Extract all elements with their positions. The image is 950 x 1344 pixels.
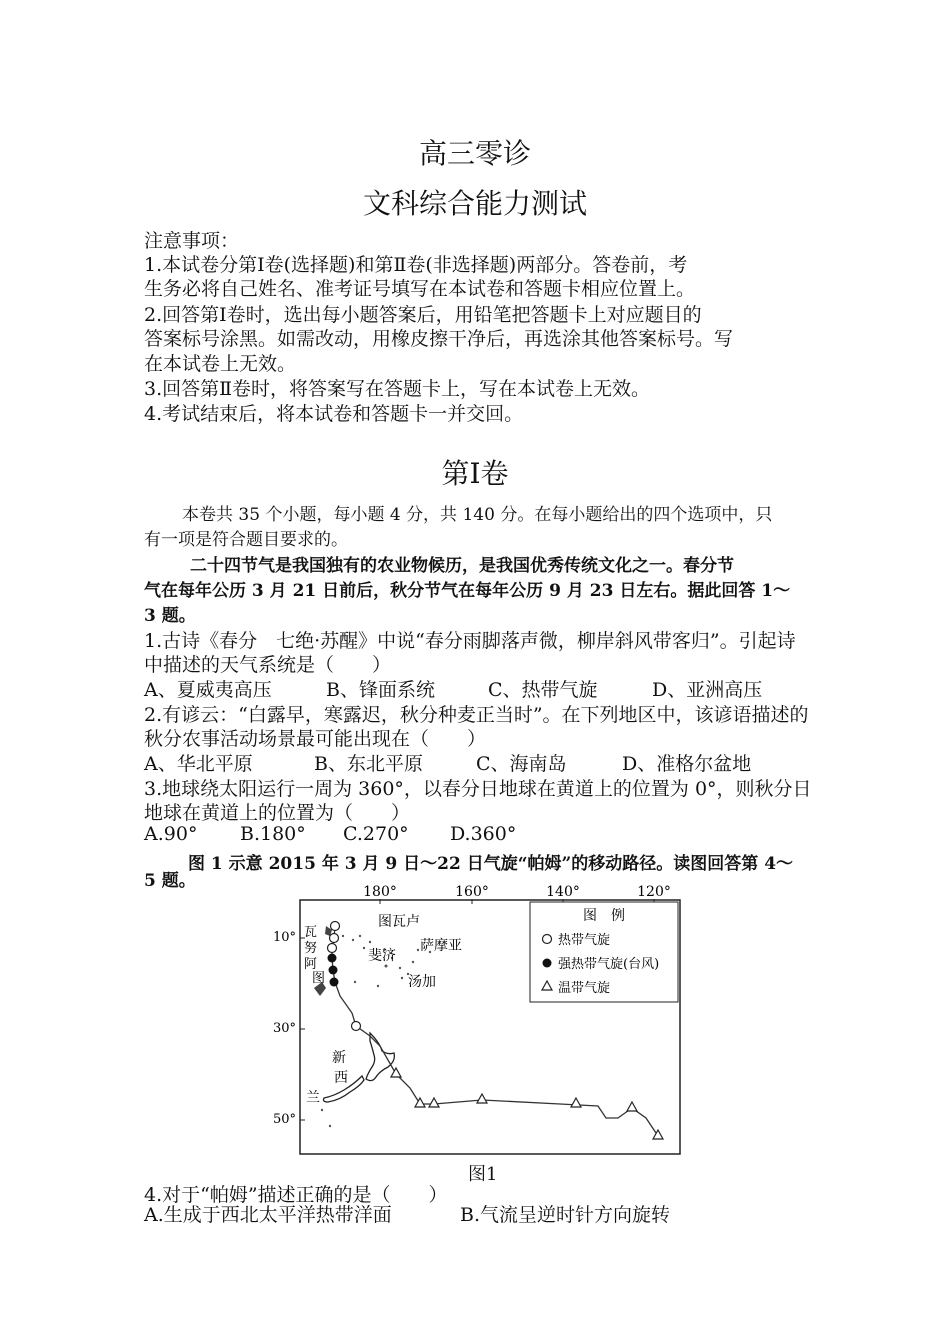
page-subtitle: 文科综合能力测试 — [362, 187, 587, 220]
question-1-line: 1.古诗《春分 七绝·苏醒》中说“春分雨脚落声微，柳岸斜风带客归”。引起诗 — [144, 630, 796, 652]
notice-line: 2.回答第Ⅰ卷时，选出每小题答案后，用铅笔把答题卡上对应题目的 — [144, 304, 702, 326]
extratropical-cyclone-point — [571, 1098, 581, 1107]
question-4-line: 4.对于“帕姆”描述正确的是（ ） — [144, 1184, 448, 1206]
label-new-zealand: 西 — [334, 1070, 348, 1086]
lon-label: 180° — [363, 884, 397, 900]
option-d: D、亚洲高压 — [652, 679, 763, 701]
section-title: 第Ⅰ卷 — [441, 457, 509, 490]
severe-cyclone-point — [328, 954, 337, 963]
label-new-zealand: 兰 — [306, 1090, 320, 1106]
tropical-cyclone-point — [352, 1022, 361, 1031]
tropical-cyclone-point — [328, 944, 337, 953]
notice-line: 答案标号涂黑。如需改动，用橡皮擦干净后，再选涂其他答案标号。写 — [144, 328, 734, 350]
legend-severe: 强热带气旋(台风) — [558, 957, 660, 972]
lon-label: 160° — [455, 884, 489, 900]
figure-caption: 图1 — [468, 1164, 498, 1185]
extratropical-cyclone-point — [477, 1094, 487, 1103]
lon-label: 120° — [637, 884, 671, 900]
option-a: A.90° — [144, 823, 198, 845]
option-a: A.生成于西北太平洋热带洋面 — [144, 1204, 392, 1226]
legend-extratropical: 温带气旋 — [558, 981, 611, 996]
notice-heading: 注意事项： — [144, 230, 240, 252]
severe-cyclone-point — [329, 966, 338, 975]
option-b: B.气流呈逆时针方向旋转 — [460, 1204, 671, 1226]
label-samoa: 萨摩亚 — [420, 938, 462, 954]
option-d: D、准格尔盆地 — [622, 753, 752, 775]
lat-label: 50° — [272, 1112, 296, 1127]
passage-line: 5 题。 — [144, 871, 196, 891]
legend-severe-symbol — [543, 959, 552, 968]
option-b: B.180° — [240, 823, 306, 845]
intro-line: 有一项是符合题目要求的。 — [144, 530, 348, 550]
extratropical-cyclone-point — [627, 1102, 637, 1111]
option-a: A、华北平原 — [144, 753, 253, 775]
question-2-line: 2.有谚云：“白露早，寒露迟，秋分种麦正当时”。在下列地区中，该谚语描述的 — [144, 704, 809, 726]
extratropical-cyclone-point — [429, 1098, 439, 1107]
label-tuvalu: 图瓦卢 — [378, 914, 420, 930]
option-c: C、热带气旋 — [488, 679, 598, 701]
label-vanuatu: 努 — [304, 941, 318, 956]
label-vanuatu: 阿 — [304, 957, 318, 972]
cyclone-track-map — [260, 878, 700, 1178]
question-1-line: 中描述的天气系统是（ ） — [144, 654, 392, 676]
notice-line: 1.本试卷分第Ⅰ卷(选择题)和第Ⅱ卷(非选择题)两部分。答卷前，考 — [144, 254, 688, 276]
passage-line: 气在每年公历 3 月 21 日前后，秋分节气在每年公历 9 月 23 日左右。据此回答 1～ — [144, 581, 791, 601]
passage-line: 3 题。 — [144, 606, 196, 626]
label-new-zealand: 新 — [332, 1050, 346, 1066]
notice-line: 3.回答第Ⅱ卷时，将答案写在答题卡上，写在本试卷上无效。 — [144, 378, 651, 400]
option-c: C、海南岛 — [476, 753, 567, 775]
passage-line: 图 1 示意 2015 年 3 月 9 日～22 日气旋“帕姆”的移动路径。读图回答第 4～ — [188, 854, 794, 874]
option-b: B、锋面系统 — [326, 679, 435, 701]
question-3-line: 地球在黄道上的位置为（ ） — [144, 802, 411, 824]
label-vanuatu: 图 — [312, 971, 326, 986]
option-d: D.360° — [450, 823, 517, 845]
tropical-cyclone-point — [330, 934, 339, 943]
option-a: A、夏威夷高压 — [144, 679, 272, 701]
lon-label: 140° — [546, 884, 580, 900]
legend-tropical: 热带气旋 — [558, 933, 611, 948]
new-zealand-north-island — [366, 1033, 394, 1081]
label-vanuatu: 瓦 — [304, 925, 318, 940]
label-fiji: 斐济 — [368, 948, 396, 964]
question-3-line: 3.地球绕太阳运行一周为 360°，以春分日地球在黄道上的位置为 0°，则秋分日 — [144, 778, 812, 800]
notice-line: 4.考试结束后，将本试卷和答题卡一并交回。 — [144, 403, 524, 425]
tropical-cyclone-point — [331, 922, 340, 931]
severe-cyclone-point — [330, 978, 339, 987]
extratropical-cyclone-point — [391, 1068, 401, 1077]
lat-label: 30° — [272, 1021, 296, 1036]
option-c: C.270° — [343, 823, 409, 845]
notice-line: 在本试卷上无效。 — [144, 353, 297, 375]
legend-title: 图 例 — [583, 908, 625, 924]
lat-label: 10° — [272, 930, 296, 945]
passage-line: 二十四节气是我国独有的农业物候历，是我国优秀传统文化之一。春分节 — [190, 556, 734, 576]
label-tonga: 汤加 — [408, 974, 436, 990]
notice-line: 生务必将自己姓名、准考证号填写在本试卷和答题卡相应位置上。 — [144, 278, 696, 300]
page-title: 高三零诊 — [418, 137, 531, 170]
legend-tropical-symbol — [543, 935, 552, 944]
option-b: B、东北平原 — [314, 753, 423, 775]
question-2-line: 秋分农事活动场景最可能出现在（ ） — [144, 728, 487, 750]
intro-line: 本卷共 35 个小题，每小题 4 分，共 140 分。在每小题给出的四个选项中，只 — [182, 505, 773, 525]
